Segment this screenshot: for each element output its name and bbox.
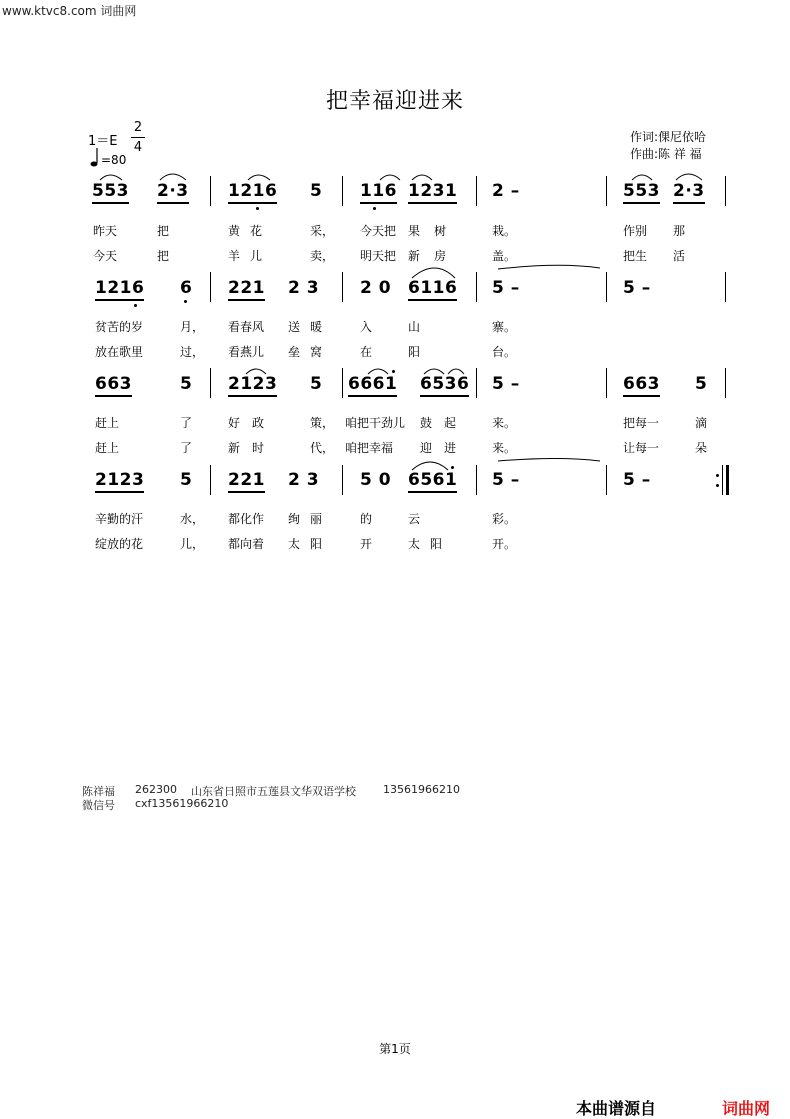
lyric-line1: 彩。	[492, 512, 517, 526]
note-group: 5	[180, 374, 193, 394]
note-group: 6	[180, 278, 193, 298]
key-signature: 1＝E	[88, 134, 118, 149]
lyric-line2: 盖。	[492, 249, 517, 263]
note-group: 6116	[408, 278, 457, 301]
lyric-line2: 朵	[695, 441, 708, 455]
lyric-line2: 赶上	[95, 441, 120, 455]
note-group: 1216	[95, 278, 144, 301]
lyric-line1: 绚丽	[288, 512, 333, 526]
lyric-line2: 了	[180, 441, 193, 455]
note-group: 553	[623, 181, 660, 204]
wechat-label: 微信号	[82, 799, 115, 812]
lyric-line2: 让每一	[623, 441, 660, 455]
lyric-line1: 都化作	[228, 512, 265, 526]
lyric-line2: 绽放的花	[95, 537, 144, 551]
lyric-line2: 过，	[180, 345, 205, 359]
lyric-line1: 那	[673, 224, 686, 238]
lyric-line1: 寨。	[492, 320, 517, 334]
lyric-line1: 鼓起	[420, 416, 469, 430]
lyric-line1: 好政	[228, 416, 277, 430]
lyric-line1: 送暖	[288, 320, 333, 334]
note-group: 5 –	[623, 278, 651, 298]
lyric-line2: 放在歌里	[95, 345, 144, 359]
note-group: 221	[228, 278, 265, 301]
lyric-line1: 看春风	[228, 320, 265, 334]
wechat-id: cxf13561966210	[135, 797, 229, 810]
note-group: 5	[310, 181, 323, 201]
lyric-line2: 明天把	[360, 249, 397, 263]
lyric-line1: 赶上	[95, 416, 120, 430]
note-group: 5 0	[360, 470, 392, 490]
lyric-line2: 看燕儿	[228, 345, 265, 359]
lyric-line2: 新房	[408, 249, 461, 263]
lyric-line1: 山	[408, 320, 421, 334]
composer-credit: 作曲:陈 祥 福	[630, 147, 702, 161]
note-group: 5	[180, 470, 193, 490]
lyricist-credit: 作词:倮尼依哈	[630, 130, 707, 144]
note-group: 221	[228, 470, 265, 493]
lyric-line1: 果树	[408, 224, 461, 238]
note-group: 553	[92, 181, 129, 204]
note-group: 2 0	[360, 278, 392, 298]
lyric-line2: 开。	[492, 537, 517, 551]
lyric-line2: 把生	[623, 249, 648, 263]
tempo-mark: =80	[101, 153, 127, 167]
lyric-line1: 入	[360, 320, 373, 334]
note-group: 1216	[228, 181, 277, 204]
lyric-line1: 滴	[695, 416, 708, 430]
lyric-line1: 策，	[310, 416, 335, 430]
note-group: 2·3	[157, 181, 189, 204]
site-logo[interactable]: 词曲网	[722, 1099, 771, 1118]
lyric-line2: 都向着	[228, 537, 265, 551]
lyric-line2: 阳	[408, 345, 421, 359]
lyric-line2: 迎进	[420, 441, 469, 455]
note-group: 116	[360, 181, 397, 204]
lyric-line1: 昨天	[93, 224, 118, 238]
lyric-line2: 把	[157, 249, 170, 263]
lyric-line1: 作别	[623, 224, 648, 238]
lyric-line2: 台。	[492, 345, 517, 359]
song-title: 把幸福迎进来	[325, 89, 464, 114]
note-group: 5 –	[492, 374, 520, 394]
note-group: 5 –	[492, 470, 520, 490]
address: 山东省日照市五莲县文华双语学校	[191, 785, 356, 798]
note-group: 2123	[228, 374, 277, 397]
lyric-line1: 的	[360, 512, 373, 526]
author-name: 陈祥福	[82, 785, 115, 798]
lyric-line1: 云	[408, 512, 421, 526]
note-group: 2 3	[288, 470, 320, 490]
lyric-line2: 今天	[93, 249, 118, 263]
lyric-line1: 辛勤的汗	[95, 512, 144, 526]
lyric-line2: 羊儿	[228, 249, 273, 263]
site-watermark: www.ktvc8.com 词曲网	[2, 4, 137, 18]
lyric-line1: 月，	[180, 320, 205, 334]
note-group: 2 3	[288, 278, 320, 298]
note-group: 6536	[420, 374, 469, 397]
lyric-line2: 太阳	[408, 537, 453, 551]
note-group: 5 –	[492, 278, 520, 298]
note-group: 5	[695, 374, 708, 394]
lyric-line1: 了	[180, 416, 193, 430]
lyric-line1: 黄花	[228, 224, 273, 238]
lyric-line2: 新时	[228, 441, 277, 455]
lyric-line1: 水，	[180, 512, 205, 526]
note-group: 6561	[408, 470, 457, 493]
lyric-line1: 来。	[492, 416, 517, 430]
page-number: 第1页	[379, 1042, 411, 1056]
lyric-line1: 贫苦的岁	[95, 320, 144, 334]
lyric-line1: 栽。	[492, 224, 517, 238]
note-group: 1231	[408, 181, 457, 204]
time-numerator: 2	[133, 120, 143, 135]
note-group: 6661	[348, 374, 397, 397]
note-group: 5	[310, 374, 323, 394]
note-group: 663	[95, 374, 132, 397]
lyric-line2: 卖，	[310, 249, 335, 263]
lyric-line2: 开	[360, 537, 373, 551]
note-group: 663	[623, 374, 660, 397]
note-group: 2·3	[673, 181, 705, 204]
lyric-line2: 来。	[492, 441, 517, 455]
postcode: 262300	[135, 783, 177, 796]
phone: 13561966210	[383, 783, 460, 796]
lyric-line2: 活	[673, 249, 686, 263]
lyric-line2: 太阳	[288, 537, 333, 551]
lyric-line1: 今天把	[360, 224, 397, 238]
lyric-line2: 在	[360, 345, 373, 359]
note-group: 2123	[95, 470, 144, 493]
lyric-line1: 把每一	[623, 416, 660, 430]
lyric-line1: 咱把干劲儿	[345, 416, 406, 430]
lyric-line1: 把	[157, 224, 170, 238]
note-group: 5 –	[623, 470, 651, 490]
lyric-line2: 代，	[310, 441, 335, 455]
time-denominator: 4	[133, 140, 143, 155]
lyric-line2: 咱把幸福	[345, 441, 394, 455]
source-label: 本曲谱源自	[576, 1099, 657, 1118]
note-group: 2 –	[492, 181, 520, 201]
lyric-line2: 儿，	[180, 537, 205, 551]
lyric-line2: 垒窝	[288, 345, 333, 359]
lyric-line1: 采，	[310, 224, 335, 238]
